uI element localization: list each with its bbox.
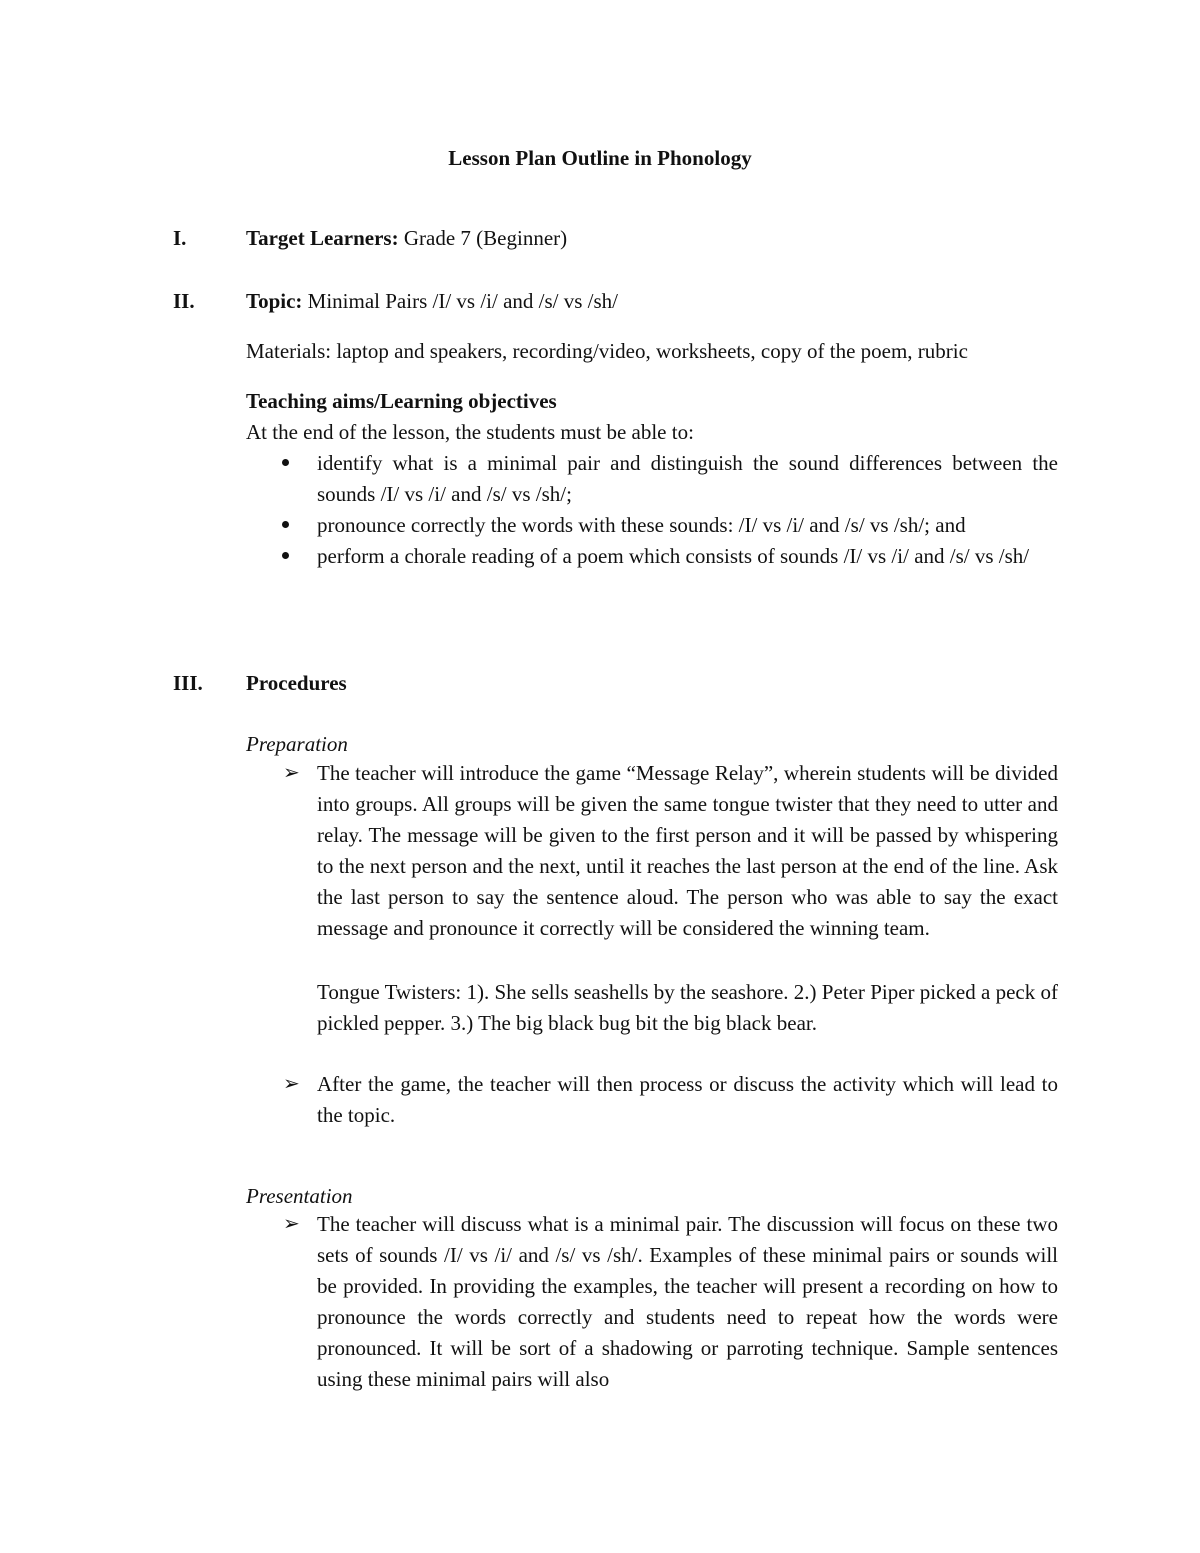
materials-label: Materials:: [246, 339, 332, 363]
procedures-heading: Procedures: [246, 671, 347, 695]
arrow-bullet-icon: ➢: [283, 1073, 300, 1095]
target-learners: [246, 224, 567, 252]
preparation-item-1: The teacher will introduce the game “Message Relay”, wherein students will be divided into groups. All groups will be given the same tongue twister that they need to utter and relay. The message will be given to the first person and it will be passed by whispering to the next person and the next, until it reaches the last person at the end of the line. Ask the last person to say the sentence aloud. The person who was able to say the exact message and pronounce it correctly will be considered the winning team.: [317, 761, 1058, 941]
presentation-heading: Presentation: [246, 1184, 353, 1208]
presentation-item-1: The teacher will discuss what is a minimal pair. The discussion will focus on these two sets of sounds /I/ vs /i/ and /s/ vs /sh/. Examples of these minimal pairs or sounds will be provided. In providing the examples, the teacher will present a recording on how to pronounce the words correctly and students need to repeat how the words were pronounced. It will be sort of a shadowing or parroting technique. Sample sentences using these minimal pairs will also: [317, 1212, 1058, 1392]
topic-label: Topic:: [246, 289, 303, 313]
aims-intro: At the end of the lesson, the students must be able to:: [246, 420, 694, 444]
materials-value: laptop and speakers, recording/video, worksheets, copy of the poem, rubric: [331, 339, 968, 363]
target-learners-label: Target Learners:: [246, 226, 399, 250]
bullet-dot-icon: [282, 521, 289, 528]
bullet-dot-icon: [282, 459, 289, 466]
section-numeral-2: II.: [173, 289, 195, 313]
document-title: Lesson Plan Outline in Phonology: [448, 146, 752, 170]
objective-item-3: perform a chorale reading of a poem which consists of sounds /I/ vs /i/ and /s/ vs /sh/: [317, 544, 1030, 568]
objective-item-1: identify what is a minimal pair and distinguish the sound differences between the sounds /I/ vs /i/ and /s/ vs /sh/;: [317, 451, 1058, 507]
preparation-item-2: After the game, the teacher will then process or discuss the activity which will lead to the topic.: [317, 1072, 1058, 1128]
section-numeral-3: III.: [173, 671, 203, 695]
objective-item-2: pronounce correctly the words with these sounds: /I/ vs /i/ and /s/ vs /sh/; and: [317, 513, 966, 537]
bullet-dot-icon: [282, 552, 289, 559]
target-learners-value: Grade 7 (Beginner): [398, 226, 568, 250]
arrow-bullet-icon: ➢: [283, 1213, 300, 1235]
topic-value: Minimal Pairs /I/ vs /i/ and /s/ vs /sh/: [302, 289, 619, 313]
topic: [246, 287, 618, 315]
preparation-heading: Preparation: [246, 732, 348, 756]
arrow-bullet-icon: ➢: [283, 762, 300, 784]
materials: [246, 337, 968, 365]
aims-heading: Teaching aims/Learning objectives: [246, 389, 557, 413]
tongue-twisters: Tongue Twisters: 1). She sells seashells by the seashore. 2.) Peter Piper picked a peck of pickled pepper. 3.) The big black bug bit the big black bear.: [317, 980, 1058, 1036]
section-numeral-1: I.: [173, 226, 187, 250]
